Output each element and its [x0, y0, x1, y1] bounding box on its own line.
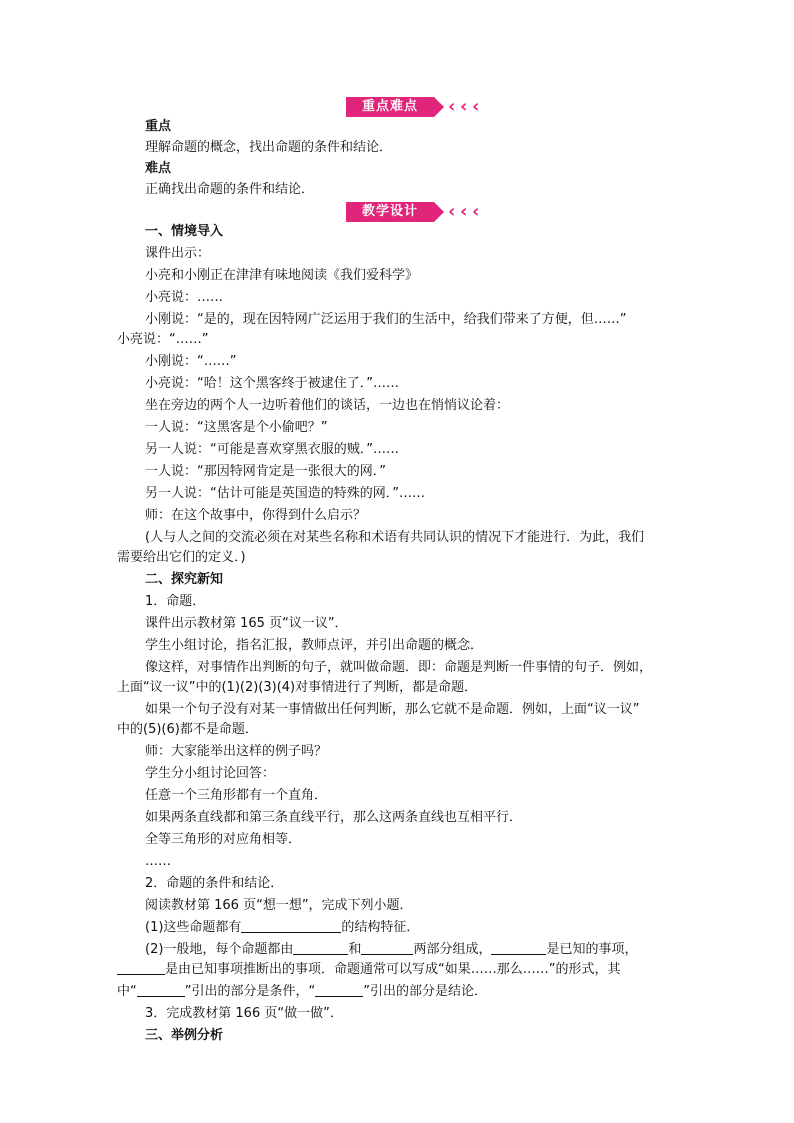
- paragraph: 任意一个三角形都有一个直角．: [145, 788, 328, 803]
- fill-blank: [117, 960, 165, 975]
- paragraph: 阅读教材第 166 页“想一想”，完成下列小题．: [145, 898, 413, 913]
- fill-blank: [241, 918, 341, 933]
- difficult-point-text: 正确找出命题的条件和结论．: [145, 182, 315, 197]
- paragraph: 学生分小组讨论回答：: [145, 766, 276, 781]
- section-title: 三、举例分析: [145, 1028, 224, 1043]
- paragraph: (人与人之间的交流必须在对某些名称和术语有共同认识的情况下才能进行．为此，我们: [145, 530, 645, 545]
- chevron-left-icon: ‹: [460, 96, 468, 117]
- paragraph: 全等三角形的对应角相等．: [145, 832, 302, 847]
- paragraph: 课件出示：: [145, 246, 211, 261]
- paragraph: 另一人说：“估计可能是英国造的特殊的网．”……: [145, 486, 425, 501]
- chevron-left-icon: ‹: [460, 201, 468, 222]
- paragraph: 1．命题．: [145, 594, 206, 609]
- question-2: (2)一般地，每个命题都由 和 两部分组成， 是已知的事项，: [145, 942, 638, 957]
- paragraph: 像这样，对事情作出判断的句子，就叫做命题．即：命题是判断一件事情的句子．例如，: [145, 660, 653, 675]
- question-2-cont: 中“ ”引出的部分是条件，“ ”引出的部分是结论．: [117, 984, 487, 999]
- paragraph: 课件出示教材第 165 页“议一议”．: [145, 616, 348, 631]
- paragraph: 小亮说：……: [145, 290, 224, 305]
- question-2-cont: 是由已知事项推断出的事项．命题通常可以写成“如果……那么……”的形式，其: [117, 960, 620, 980]
- paragraph: 如果一个句子没有对某一事情做出任何判断，那么它就不是命题．例如，上面“议一议”: [145, 702, 640, 717]
- paragraph: 3．完成教材第 166 页“做一做”．: [145, 1006, 343, 1021]
- key-point-label: 重点: [145, 119, 172, 134]
- section-title: 二、探究新知: [145, 572, 224, 587]
- paragraph: 一人说：“那因特网肯定是一张很大的网．”: [145, 464, 386, 479]
- paragraph: 学生小组讨论，指名汇报，教师点评，并引出命题的概念．: [145, 638, 484, 653]
- paragraph: 上面“议一议”中的(1)(2)(3)(4)对事情进行了判断，都是命题．: [117, 680, 478, 695]
- paragraph: 师：大家能举出这样的例子吗？: [145, 744, 328, 759]
- paragraph: 小刚说：“是的，现在因特网广泛运用于我们的生活中，给我们带来了方便，但……”: [145, 312, 627, 327]
- fill-blank: [361, 940, 413, 955]
- fill-blank: [137, 982, 185, 997]
- chevron-left-icon: ‹: [448, 201, 456, 222]
- paragraph: 师：在这个故事中，你得到什么启示？: [145, 508, 367, 523]
- paragraph: 需要给出它们的定义．): [117, 550, 246, 565]
- paragraph: 如果两条直线都和第三条直线平行，那么这两条直线也互相平行．: [145, 810, 523, 825]
- question-1: (1)这些命题都有 的结构特征．: [145, 920, 420, 935]
- paragraph: 2．命题的条件和结论．: [145, 876, 284, 891]
- key-point-text: 理解命题的概念，找出命题的条件和结论．: [145, 140, 393, 155]
- chevron-left-icon: ‹: [472, 201, 480, 222]
- chevron-left-icon: ‹: [448, 96, 456, 117]
- difficult-point-label: 难点: [145, 161, 172, 176]
- banner-arrow-icon: [434, 202, 444, 222]
- paragraph: 一人说：“这黑客是个小偷吧？”: [145, 420, 328, 435]
- paragraph: ……: [145, 854, 171, 869]
- paragraph: 坐在旁边的两个人一边听着他们的谈话，一边也在悄悄议论着：: [145, 398, 510, 413]
- paragraph: 中的(5)(6)都不是命题．: [117, 722, 258, 737]
- paragraph: 另一人说：“可能是喜欢穿黑衣服的贼．”……: [145, 442, 399, 457]
- fill-blank: [293, 940, 348, 955]
- paragraph: 小亮说：“哈！这个黑客终于被逮住了．”……: [145, 376, 399, 391]
- banner-label: 教学设计: [346, 202, 434, 222]
- chevron-left-icon: ‹: [472, 96, 480, 117]
- section-title: 一、情境导入: [145, 224, 224, 239]
- banner-arrow-icon: [434, 97, 444, 117]
- banner-label: 重点难点: [346, 97, 434, 117]
- fill-blank: [315, 982, 363, 997]
- paragraph: 小刚说：“……”: [145, 354, 237, 369]
- fill-blank: [491, 940, 546, 955]
- paragraph: 小亮和小刚正在津津有味地阅读《我们爱科学》: [145, 268, 419, 283]
- paragraph: 小亮说：“……”: [117, 332, 209, 347]
